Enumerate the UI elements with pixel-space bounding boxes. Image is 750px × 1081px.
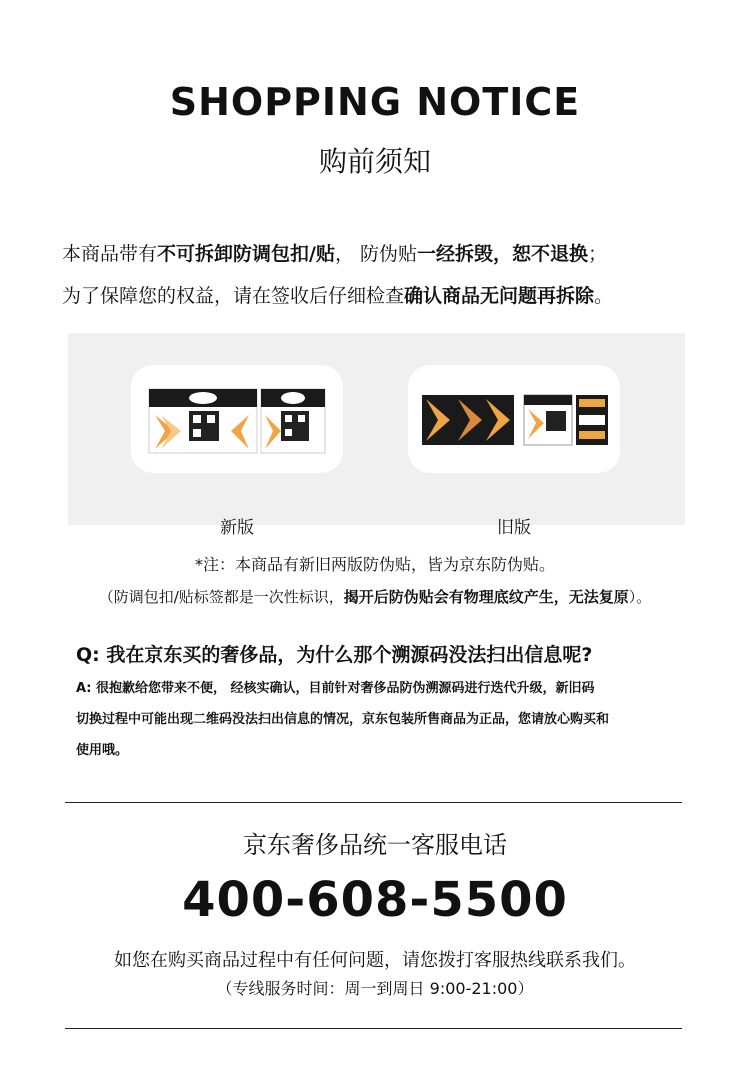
service-title: 京东奢侈品统一客服电话 xyxy=(243,831,507,859)
faq-question: Q: 我在京东买的奢侈品，为什么那个溯源码没法扫出信息呢? xyxy=(76,644,593,666)
title-english: SHOPPING NOTICE xyxy=(169,80,581,124)
divider-top xyxy=(65,802,682,803)
intro-line1-segment: 一经拆毁，恕不退换 xyxy=(417,243,589,265)
intro-line1-segment: 本商品带有 xyxy=(62,243,158,265)
note-two-versions: *注：本商品有新旧两版防伪贴，皆为京东防伪贴。 xyxy=(194,555,555,574)
new-label-card xyxy=(131,365,343,538)
old-label-card xyxy=(408,365,620,538)
new-label-caption: 新版 xyxy=(220,518,254,538)
new-label-image xyxy=(131,365,343,473)
intro-line-2 xyxy=(62,285,702,307)
old-label-caption: 旧版 xyxy=(497,518,531,538)
note2-end: ）。 xyxy=(628,588,652,606)
faq-answer-line-1: A: 很抱歉给您带来不便， 经核实确认，目前针对奢侈品防伪溯源码进行迭代升级，新旧码 xyxy=(76,681,595,696)
intro-line2-segment: 为了保障您的权益，请在签收后仔细检查 xyxy=(62,285,405,307)
label-samples-panel xyxy=(68,333,685,538)
note-one-time-label xyxy=(0,586,750,607)
intro-line2-segment: 。 xyxy=(594,285,614,307)
divider-bottom xyxy=(65,1028,682,1029)
service-phone-number[interactable]: 400-608-5500 xyxy=(182,872,568,928)
intro-line1-segment: ， 防伪贴 xyxy=(334,243,418,265)
faq-answer-line-3: 使用哦。 xyxy=(76,743,129,758)
service-hours: （专线服务时间：周一到周日 9:00-21:00） xyxy=(216,979,534,998)
intro-line-1 xyxy=(62,243,702,265)
intro-line2-segment: 确认商品无问题再拆除 xyxy=(404,285,595,307)
note2-plain: （防调包扣/贴标签都是一次性标识， xyxy=(98,588,344,606)
old-label-image xyxy=(408,365,620,473)
service-description: 如您在购买商品过程中有任何问题，请您拨打客服热线联系我们。 xyxy=(114,950,636,971)
faq-answer-line-2: 切换过程中可能出现二维码没法扫出信息的情况，京东包装所售商品为正品，您请放心购买和 xyxy=(76,712,610,727)
title-chinese: 购前须知 xyxy=(318,145,431,178)
note2-bold: 揭开后防伪贴会有物理底纹产生，无法复原 xyxy=(343,588,629,606)
intro-line1-segment: ； xyxy=(588,243,608,265)
intro-line1-segment: 不可拆卸防调包扣/贴 xyxy=(157,243,335,265)
